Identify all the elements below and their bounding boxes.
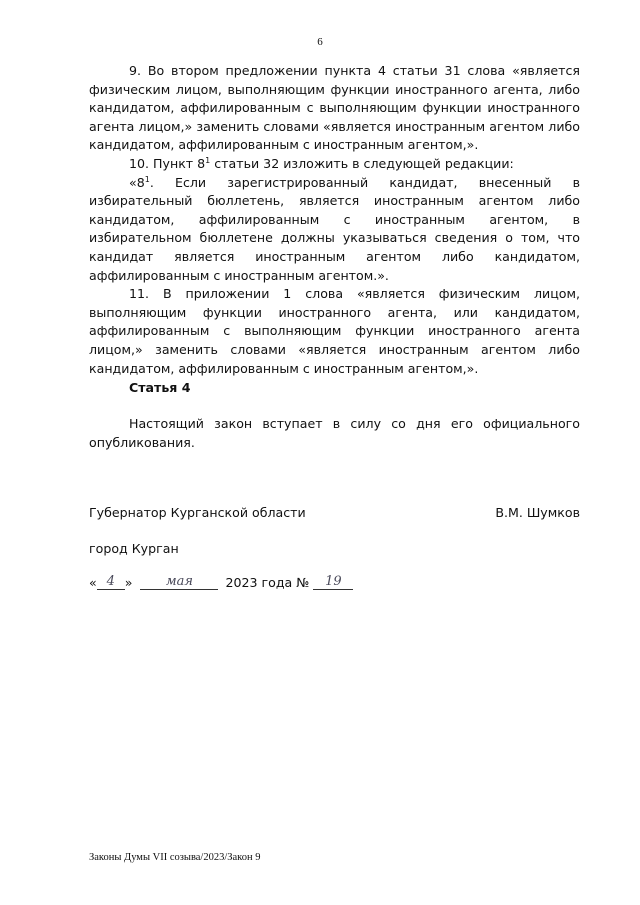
handwritten-day: 4 (106, 574, 115, 589)
amendments-text (89, 62, 580, 378)
date-close-quote: » (124, 575, 133, 590)
date-open-quote: « (89, 575, 97, 590)
paragraph-10 (89, 155, 580, 174)
city-name: город Курган (89, 541, 179, 556)
governor-title: Губернатор Курганской области (89, 505, 306, 520)
number-blank (313, 573, 353, 590)
quoted-post: . Если зарегистрированный кандидат, внесенный в избирательный бюллетень, является иностранным агентом либо кандидатом, аффилированным с иностранным агентом, в избирательном бюллетене должны указываться сведения о том, что кандидат является иностранным агентом либо кандидатом, аффилированным с иностранным агентом.». (89, 174, 580, 283)
article-heading: Статья 4 (129, 380, 191, 395)
quoted-superscript: 1 (144, 174, 150, 184)
paragraph-11: 11. В приложении 1 слова «является физическим лицом, выполняющим функции иностранного агента, или кандидатом, аффилированным с выполняющим функции иностранного агента лицом,» заменить словами «является иностранным агентом либо кандидатом, аффилированным с иностранным агентом,». (89, 286, 580, 376)
quoted-new-wording (89, 174, 580, 286)
month-blank (140, 573, 218, 590)
date-line (89, 573, 353, 590)
paragraph-10-pre: 10. Пункт 8 (129, 155, 206, 171)
paragraph-9: 9. Во втором предложении пункта 4 статьи 31 слова «является физическим лицом, выполняющим функции иностранного агента, либо кандидатом, аффилированным с выполняющим функции иностранного агента лицом,» заменить словами «является иностранным агентом либо кандидатом, аффилированным с иностранным агентом,». (89, 63, 580, 153)
handwritten-number: 19 (325, 574, 342, 589)
quoted-pre: «8 (129, 174, 145, 190)
article-4-text: Настоящий закон вступает в силу со дня его официального опубликования. (89, 416, 580, 450)
paragraph-10-superscript: 1 (205, 155, 211, 165)
paragraph-10-post: статьи 32 изложить в следующей редакции: (210, 155, 514, 171)
governor-name: В.М. Шумков (495, 505, 580, 520)
footer-reference: Законы Думы VII созыва/2023/Закон 9 (89, 852, 261, 863)
year-text: 2023 года № (225, 575, 310, 590)
day-blank (97, 573, 125, 590)
handwritten-month: мая (165, 574, 194, 589)
page-number: 6 (317, 36, 323, 48)
